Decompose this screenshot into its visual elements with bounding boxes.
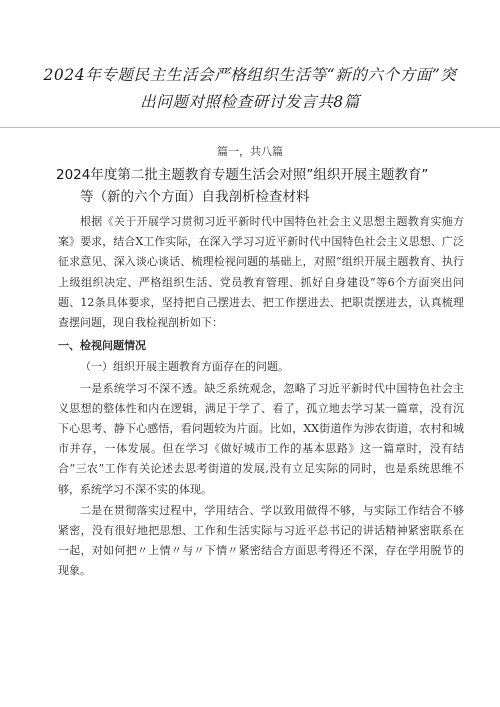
subtitle-line-2: 等（新的六个方面）自我剖析检查材料 [80, 189, 310, 205]
body-paragraph-2: 二是在贯彻落实过程中，学用结合、学以致用做得不够，与实际工作结合不够紧密，没有很好地把思想、工作和生活实际与习近平总书记的讲话精神紧密联系在一起，对如何把〃上情〃与〃下情〃紧密结合方面思考得还不深，存在学用脱节的现象。 [58, 503, 464, 578]
body-paragraph-1: 一是系统学习不深不透。缺乏系统观念，忽略了习近平新时代中国特色社会主义思想的整体性和内在逻辑，满足于学了、看了，孤立地去学习某一篇章，没有沉下心思考、静下心感悟，看问题较为片面。比如，XX街道作为涉农街道，农村和城市并存，一体发展。但在学习《做好城市工作的基本思路》这一篇章时，没有结合“三农”工作有关论述去思考街道的发展,没有立足实际的同时，也是系统思维不够，系统学习不深不实的体现。 [58, 381, 464, 496]
section-label: 篇一，共八篇 [217, 145, 283, 158]
document-subtitle [52, 164, 470, 208]
intro-paragraph: 根据《关于开展学习贯彻习近平新时代中国特色社会主义思想主题教育实施方案》要求，结合X工作实际，在深入学习习近平新时代中国特色社会主义思想、广泛征求意见、深入谈心谈话、梳理检视问题的基础上，对照“组织开展主题教育、执行上级组织决定、严格组织生活、党员教育管理、抓好自身建设”等6个方面突出问题、12条具体要求，坚持把自己摆进去、把工作摆进去、把职责摆进去，认真梳理查摆问题，现自我检视剖析如下： [58, 215, 464, 330]
document-title: 2024年专题民主生活会严格组织生活等“新的六个方面”突出问题对照检查研讨发言共8篇 [43, 66, 457, 111]
heading-level-1: 一、检视问题情况 [58, 339, 146, 353]
document-body [58, 212, 464, 582]
title-divider [0, 127, 500, 128]
subtitle-line-1: 2024年度第二批主题教育专题生活会对照”组织开展主题教育” [56, 167, 429, 183]
heading-level-2: （一）组织开展主题教育方面存在的问题。 [80, 360, 289, 374]
